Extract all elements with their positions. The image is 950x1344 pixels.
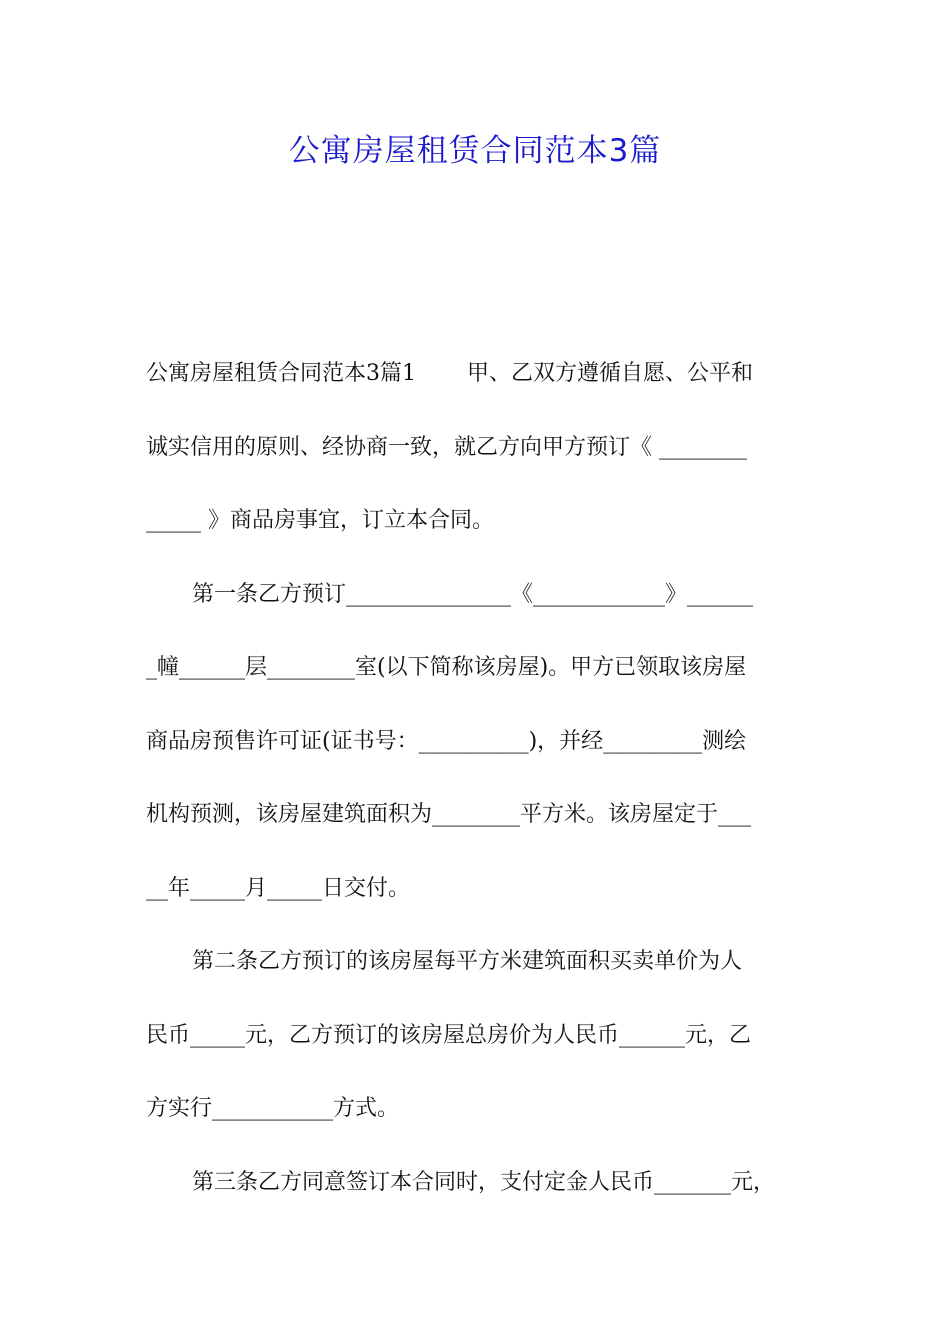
paragraph-line: 方实行___________方式。	[146, 1096, 400, 1121]
paragraph-line: _____ 》商品房事宜，订立本合同。	[146, 508, 494, 533]
paragraph-line: 第三条乙方同意签订本合同时，支付定金人民币_______元，	[192, 1169, 776, 1195]
paragraph-line: 公寓房屋租赁合同范本3篇1 甲、乙双方遵循自愿、公平和	[146, 361, 753, 386]
paragraph-line: 第一条乙方预订_______________《____________》______	[192, 581, 754, 607]
paragraph-line: 民币_____元，乙方预订的该房屋总房价为人民币______元，乙	[146, 1022, 752, 1048]
document-body	[146, 337, 808, 1219]
paragraph-line: _幢______层________室(以下简称该房屋)。甲方已领取该房屋	[146, 655, 747, 680]
paragraph-line: 商品房预售许可证(证书号：__________)，并经_________测绘	[146, 728, 747, 754]
document-title: 公寓房屋租赁合同范本3篇	[288, 133, 662, 169]
paragraph-line: 诚实信用的原则、经协商一致，就乙方向甲方预订《 ________	[146, 434, 747, 460]
paragraph-line: 第二条乙方预订的该房屋每平方米建筑面积买卖单价为人	[192, 949, 743, 974]
paragraph-line: 机构预测，该房屋建筑面积为________平方米。该房屋定于___	[146, 802, 752, 827]
paragraph-line: __年_____月_____日交付。	[146, 875, 411, 901]
